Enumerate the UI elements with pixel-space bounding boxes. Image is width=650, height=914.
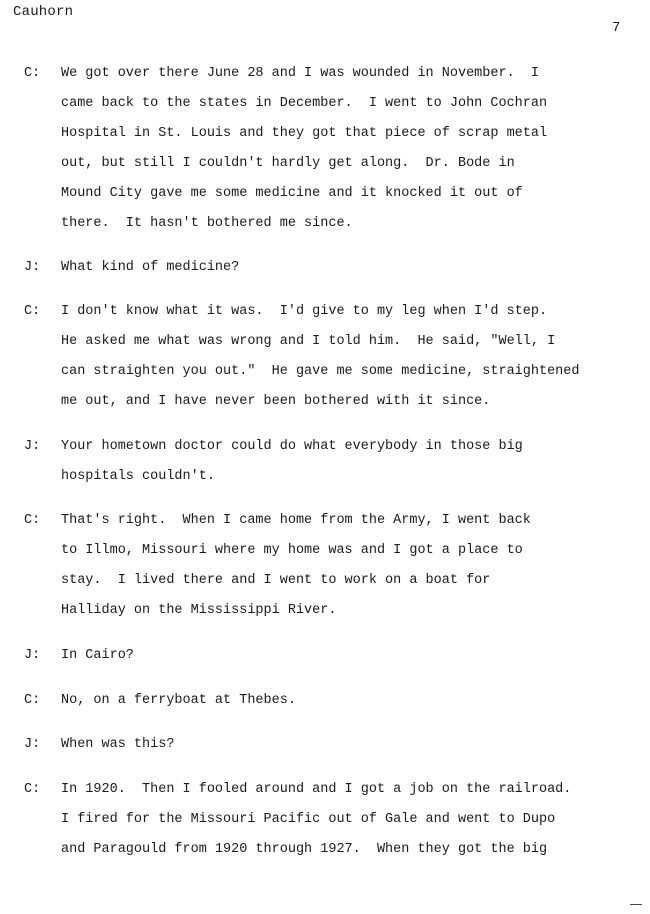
speech-text: [61, 432, 646, 492]
speech-line: I don't know what it was. I'd give to my leg when I'd step.: [61, 304, 548, 319]
speech-text: [61, 297, 646, 417]
speech-line: What kind of medicine?: [61, 260, 240, 275]
speech-line: That's right. When I came home from the Army, I went back: [61, 513, 531, 528]
speech-text: [61, 506, 646, 626]
speech-text: [61, 775, 646, 865]
speech-line: In 1920. Then I fooled around and I got a job on the railroad.: [61, 782, 572, 797]
speech-line: stay. I lived there and I went to work on a boat for: [61, 573, 491, 588]
transcript-entry: [24, 686, 644, 716]
speech-line: there. It hasn't bothered me since.: [61, 216, 353, 231]
speech-line: hospitals couldn't.: [61, 469, 215, 484]
speech-line: Hospital in St. Louis and they got that piece of scrap metal: [61, 126, 548, 141]
speech-text: [61, 59, 646, 239]
transcript-entry: [24, 59, 644, 239]
speaker-label: C:: [24, 782, 41, 797]
transcript-entry: [24, 641, 644, 671]
transcript-entry: [24, 730, 644, 760]
speech-line: can straighten you out." He gave me some medicine, straightened: [61, 364, 580, 379]
speech-line: No, on a ferryboat at Thebes.: [61, 693, 296, 708]
speech-line: to Illmo, Missouri where my home was and I got a place to: [61, 543, 523, 558]
speaker-label: J:: [24, 439, 41, 454]
speaker-label: J:: [24, 648, 41, 663]
transcript-entry: [24, 297, 644, 417]
speaker-label: C:: [24, 304, 41, 319]
speech-line: out, but still I couldn't hardly get along. Dr. Bode in: [61, 156, 515, 171]
speech-text: [61, 641, 646, 671]
speech-line: came back to the states in December. I went to John Cochran: [61, 96, 548, 111]
speech-line: me out, and I have never been bothered with it since.: [61, 394, 491, 409]
speech-line: Mound City gave me some medicine and it knocked it out of: [61, 186, 523, 201]
speech-line: He asked me what was wrong and I told him. He said, "Well, I: [61, 334, 556, 349]
transcript-entry: [24, 506, 644, 626]
speech-line: When was this?: [61, 737, 175, 752]
speaker-label: J:: [24, 737, 41, 752]
speech-line: and Paragould from 1920 through 1927. When they got the big: [61, 842, 548, 857]
speech-line: I fired for the Missouri Pacific out of Gale and went to Dupo: [61, 812, 556, 827]
speech-line: In Cairo?: [61, 648, 134, 663]
speech-line: Halliday on the Mississippi River.: [61, 603, 337, 618]
speaker-label: C:: [24, 693, 41, 708]
scan-mark: [630, 904, 642, 905]
speech-text: [61, 730, 646, 760]
page-number: 7: [612, 20, 621, 36]
speech-text: [61, 686, 646, 716]
transcript-entry: [24, 253, 644, 283]
transcript-entry: [24, 775, 644, 865]
speaker-label: C:: [24, 66, 41, 81]
speech-line: Your hometown doctor could do what everybody in those big: [61, 439, 523, 454]
speech-line: We got over there June 28 and I was wounded in November. I: [61, 66, 539, 81]
speech-text: [61, 253, 646, 283]
transcript-entry: [24, 432, 644, 492]
running-head: Cauhorn: [13, 4, 74, 20]
speaker-label: C:: [24, 513, 41, 528]
speaker-label: J:: [24, 260, 41, 275]
